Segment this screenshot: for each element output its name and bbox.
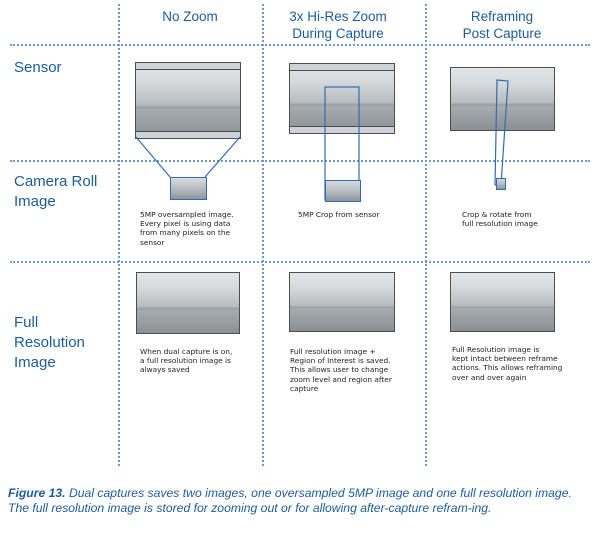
full-res-image-reframing: [450, 272, 555, 332]
column-subtitle: During Capture: [292, 26, 384, 41]
row-label-text: Sensor: [14, 59, 62, 76]
caption-full-res-hires: Full resolution image + Region of Interest is saved. This allows user to change zoom level and region after capture: [290, 347, 392, 393]
figure-label: Figure 13.: [8, 486, 66, 500]
row-label-text: Resolution: [14, 334, 85, 351]
figure-caption: [8, 486, 592, 516]
row-label-text: Image: [14, 354, 56, 371]
row-label-text: Camera Roll: [14, 173, 98, 190]
full-res-image-no-zoom: [136, 272, 240, 334]
camera-roll-thumb-no-zoom: [170, 177, 207, 200]
full-res-image-hires: [289, 272, 395, 332]
caption-camera-roll-hires: 5MP Crop from sensor: [298, 210, 380, 219]
caption-camera-roll-no-zoom: 5MP oversampled image. Every pixel is using data from many pixels on the sensor: [140, 210, 234, 247]
figure-caption-text: Dual captures saves two images, one oversampled 5MP image and one full resolution image. The full resolution image is stored for zooming out or for allowing after-capture refram-ing.: [8, 486, 572, 515]
row-label-text: Image: [14, 193, 56, 210]
caption-camera-roll-reframing: Crop & rotate from full resolution image: [462, 210, 538, 229]
caption-full-res-reframing: Full Resolution image is kept intact between reframe actions. This allows reframing over and over again: [452, 345, 563, 382]
column-subtitle: Post Capture: [462, 26, 542, 41]
camera-roll-thumb-reframing: [496, 178, 506, 190]
caption-full-res-no-zoom: When dual capture is on, a full resolution image is always saved: [140, 347, 233, 375]
column-title: 3x Hi-Res Zoom: [289, 9, 387, 24]
row-label-text: Full: [14, 314, 39, 331]
column-title: Reframing: [470, 9, 534, 24]
column-title: No Zoom: [162, 9, 218, 24]
camera-roll-thumb-hires: [325, 180, 361, 202]
